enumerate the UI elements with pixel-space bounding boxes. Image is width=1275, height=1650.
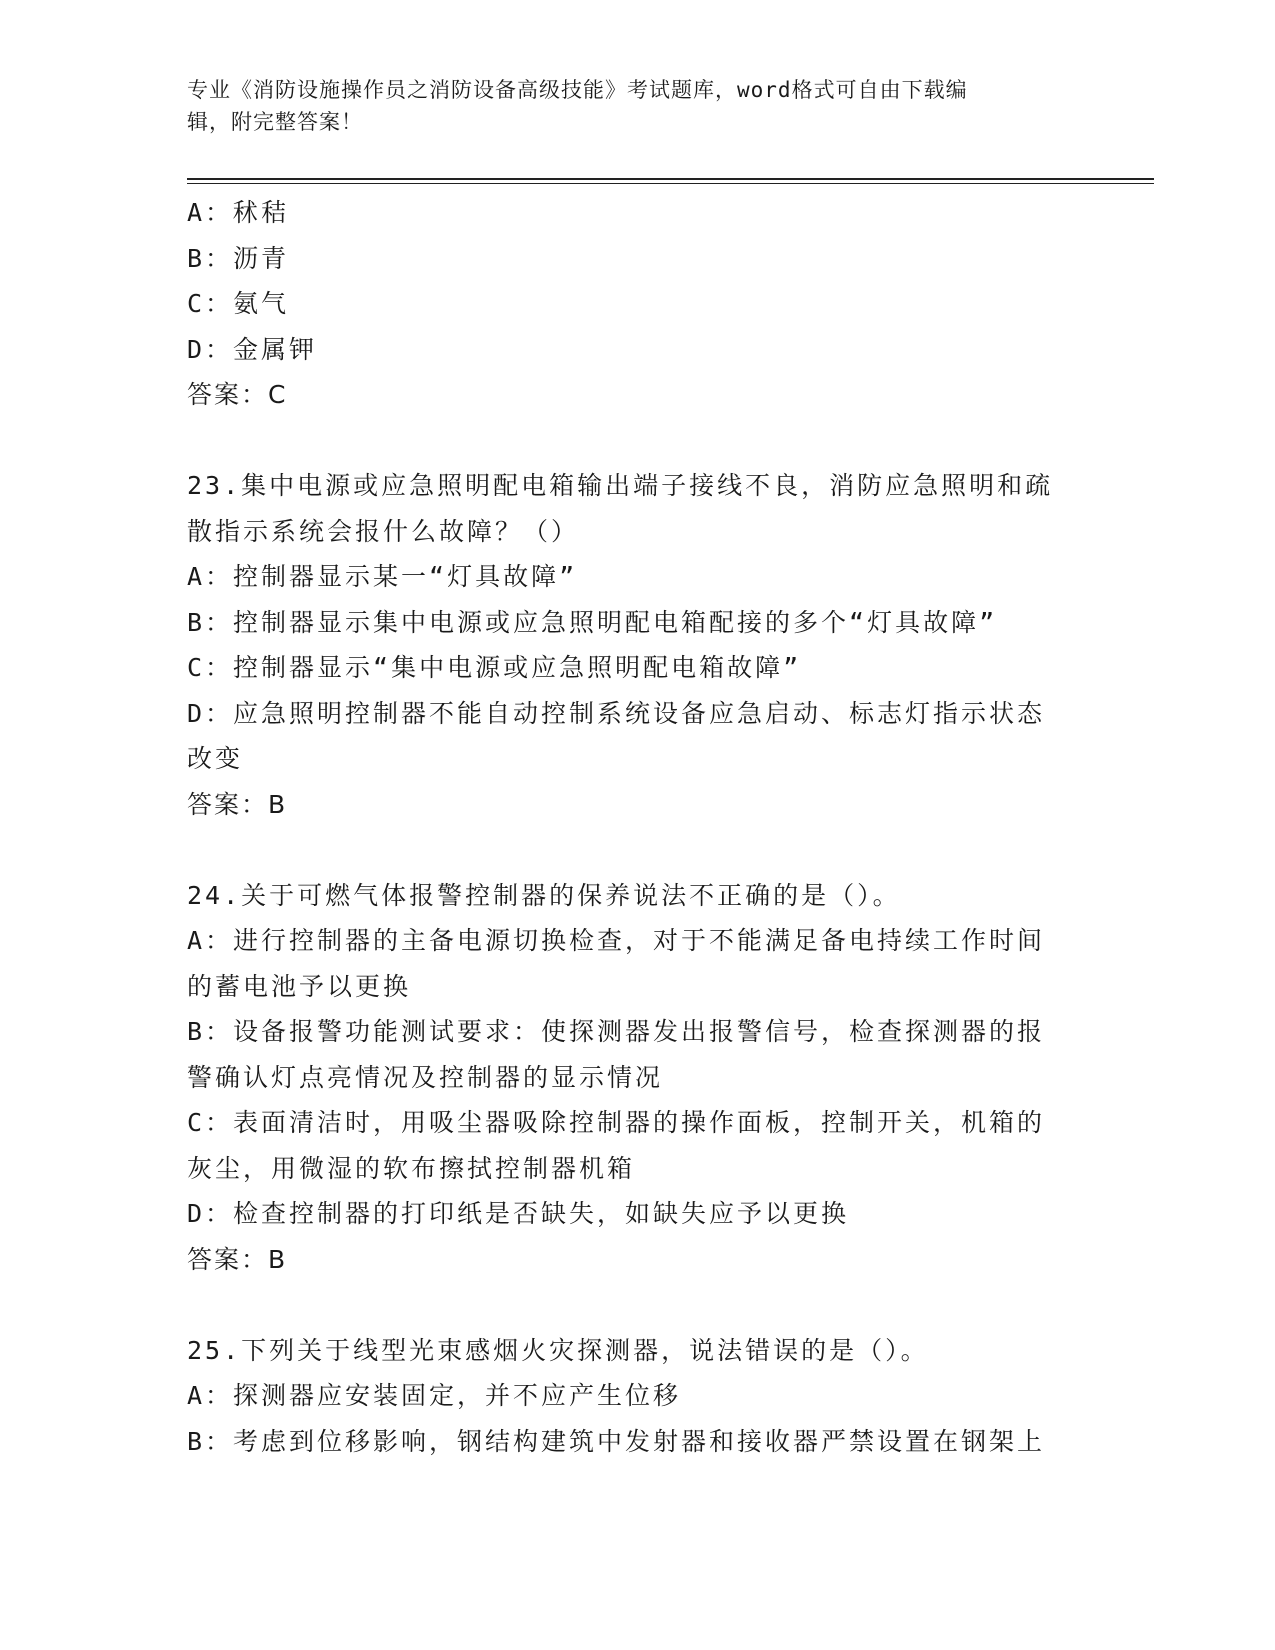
option-b: B：控制器显示集中电源或应急照明配电箱配接的多个“灯具故障” [187,607,998,637]
question-25 [187,1328,1067,1465]
option-c: C：表面清洁时，用吸尘器吸除控制器的操作面板，控制开关，机箱的灰尘，用微湿的软布擦拭控制器机箱 [187,1108,1046,1183]
document-body [187,190,1067,1464]
header-line-1: 专业《消防设施操作员之消防设备高级技能》考试题库，word格式可自由下载编 [187,78,968,102]
spacer [187,418,1067,464]
option-a: A：进行控制器的主备电源切换检查，对于不能满足备电持续工作时间的蓄电池予以更换 [187,926,1046,1001]
header-rule-thin [187,183,1154,184]
document-header [187,74,1067,138]
option-c: C：控制器显示“集中电源或应急照明配电箱故障” [187,653,802,682]
option-a: A：控制器显示某一“灯具故障” [187,562,578,591]
option-b: B：沥青 [187,243,290,273]
header-line-2: 辑，附完整答案！ [187,110,363,134]
question-stem: 25.下列关于线型光束感烟火灾探测器，说法错误的是（）。 [187,1335,929,1365]
question-stem: 23.集中电源或应急照明配电箱输出端子接线不良，消防应急照明和疏散指示系统会报什么故障？（） [187,471,1054,546]
option-a: A：秫秸 [187,198,290,227]
spacer [187,1282,1067,1328]
option-b: B：考虑到位移影响，钢结构建筑中发射器和接收器严禁设置在钢架上 [187,1426,1046,1456]
question-stem: 24.关于可燃气体报警控制器的保养说法不正确的是（）。 [187,880,901,910]
answer: 答案：B [187,789,288,819]
option-d: D：检查控制器的打印纸是否缺失，如缺失应予以更换 [187,1199,850,1228]
question-24 [187,873,1067,1283]
answer: 答案：B [187,1244,288,1274]
prev-question-block [187,190,1067,418]
header-rule-thick [187,178,1154,180]
option-c: C：氨气 [187,289,290,318]
option-d: D：应急照明控制器不能自动控制系统设备应急启动、标志灯指示状态改变 [187,698,1046,773]
spacer [187,827,1067,873]
question-23 [187,463,1067,827]
option-d: D：金属钾 [187,334,318,364]
option-b: B：设备报警功能测试要求：使探测器发出报警信号，检查探测器的报警确认灯点亮情况及控制器的显示情况 [187,1017,1046,1092]
option-a: A：探测器应安装固定，并不应产生位移 [187,1381,682,1410]
answer: 答案：C [187,380,288,409]
